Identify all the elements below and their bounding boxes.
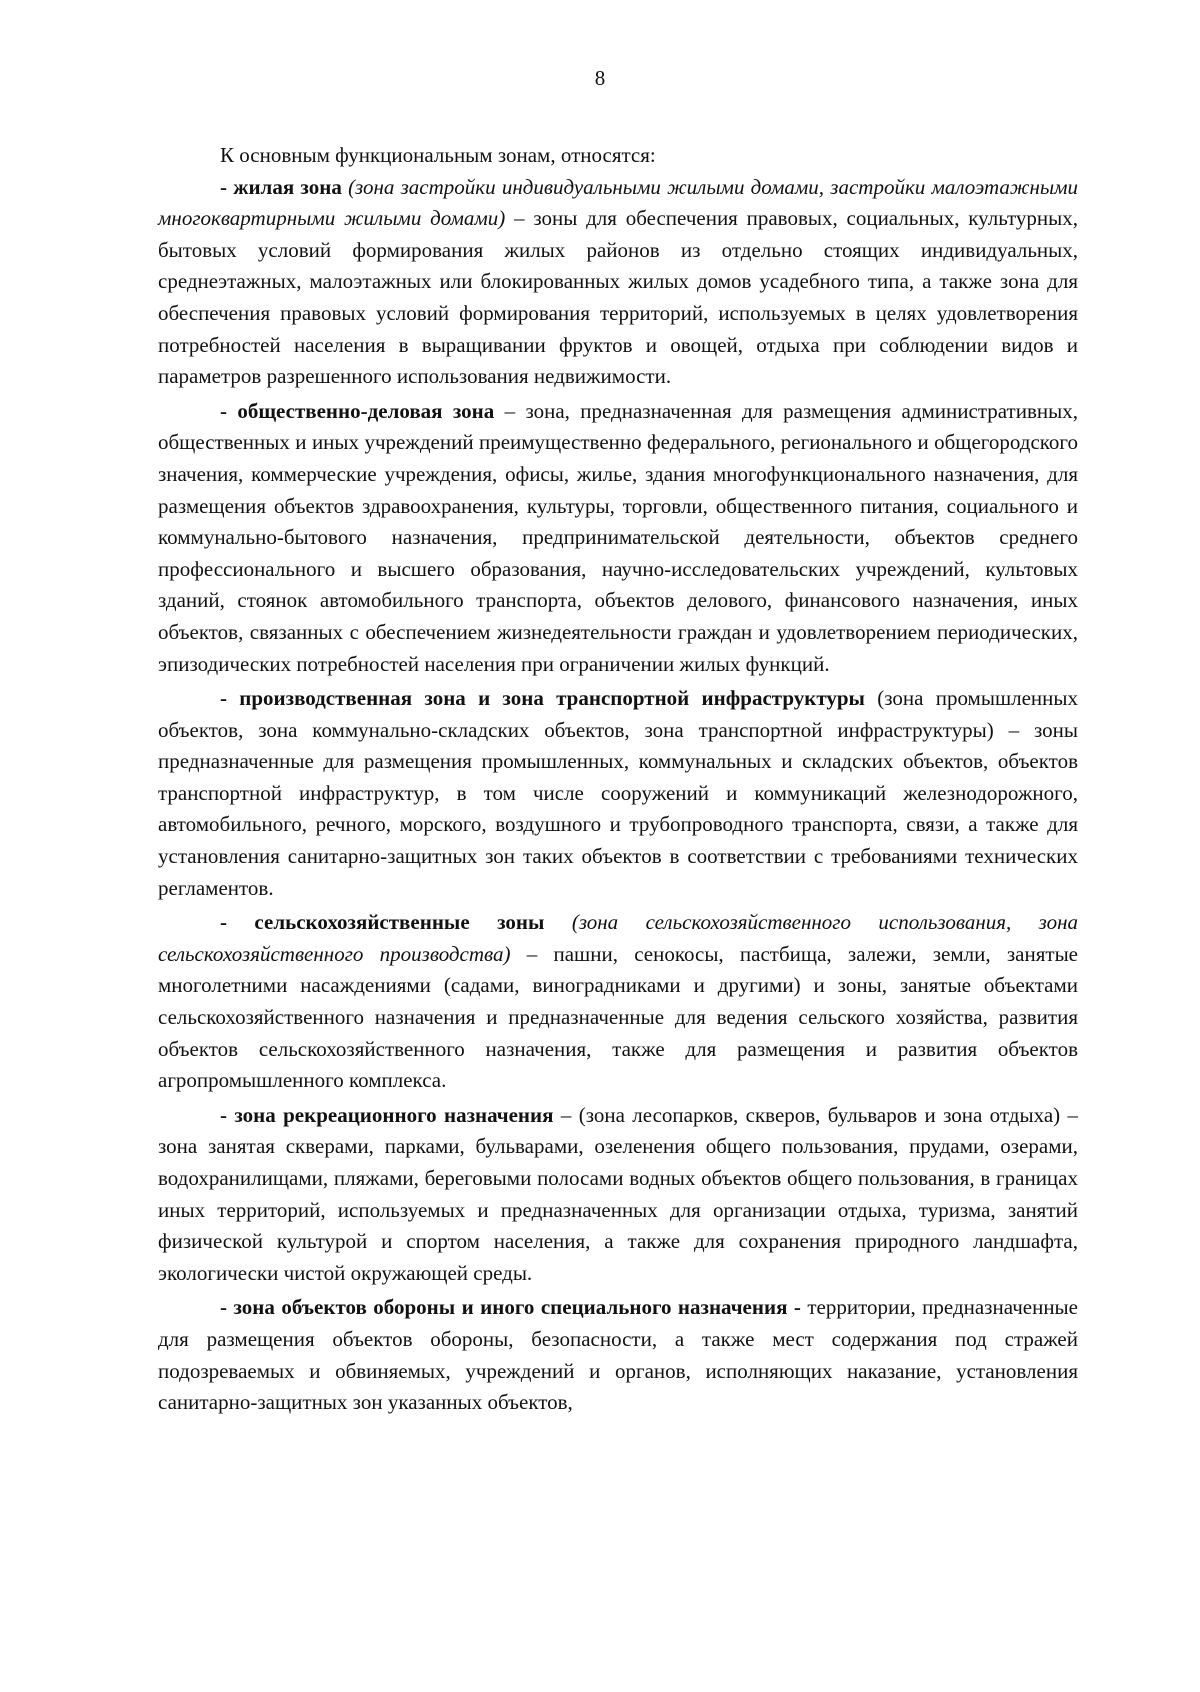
zone-recreational-paragraph bbox=[158, 1100, 1078, 1290]
zone-residential-description: – зоны для обеспечения правовых, социальных, культурных, бытовых условий формирования жилых районов из отдельно стоящих индивидуальных, среднеэтажных, малоэтажных или блокированных жилых домов усадебного типа, а также зона для обеспечения правовых условий формирования территорий, используемых в целях удовлетворения потребностей населения в выращивании фруктов и овощей, отдыха при соблюдении видов и параметров разрешенного использования недвижимости. bbox=[158, 206, 1078, 389]
zone-agricultural-title: - сельскохозяйственные зоны bbox=[220, 910, 545, 935]
page-number: 8 bbox=[594, 66, 606, 90]
zone-public-business-paragraph bbox=[158, 396, 1078, 680]
zone-defense-description: территории, предназначенные для размещения объектов обороны, безопасности, а также мест содержания под стражей подозреваемых и обвиняемых, учреждений и органов, исполняющих наказание, установления санитарно-защитных зон указанных объектов, bbox=[158, 1295, 1078, 1415]
zone-industrial-title: - производственная зона и зона транспортной инфраструктуры bbox=[220, 686, 865, 711]
zone-industrial-description: (зона промышленных объектов, зона коммунально-складских объектов, зона транспортной инфраструктуры) – зоны предназначенные для размещения промышленных, коммунальных и складских объектов, объектов транспортной инфраструктур, в том числе сооружений и коммуникаций железнодорожного, автомобильного, речного, морского, воздушного и трубопроводного транспорта, связи, а также для установления санитарно-защитных зон таких объектов в соответствии с требованиями технических регламентов. bbox=[158, 686, 1078, 900]
zone-residential-paragraph bbox=[158, 172, 1078, 393]
zone-public-business-description: – зона, предназначенная для размещения административных, общественных и иных учреждений преимущественно федерального, регионального и общегородского значения, коммерческие учреждения, офисы, жилье, здания многофункционального назначения, для размещения объектов здравоохранения, культуры, торговли, общественного питания, социального и коммунально-бытового назначения, предпринимательской деятельности, объектов среднего профессионального и высшего образования, научно-исследовательских учреждений, культовых зданий, стоянок автомобильного транспорта, объектов делового, финансового назначения, иных объектов, связанных с обеспечением жизнедеятельности граждан и удовлетворением периодических, эпизодических потребностей населения при ограничении жилых функций. bbox=[158, 398, 1078, 676]
zone-public-business-title: - общественно-деловая зона bbox=[220, 398, 495, 423]
zone-recreational-description: – (зона лесопарков, скверов, бульваров и зона отдыха) – зона занятая скверами, парками, бульварами, озеленения общего пользования, прудами, озерами, водохранилищами, пляжами, береговыми полосами водных объектов общего пользования, в границах иных территорий, используемых и предназначенных для организации отдыха, туризма, занятий физической культурой и спортом населения, а также для сохранения природного ландшафта, экологически чистой окружающей среды. bbox=[158, 1102, 1078, 1285]
intro-text: К основным функциональным зонам, относятся: bbox=[220, 143, 656, 167]
zone-industrial-paragraph bbox=[158, 683, 1078, 904]
zone-recreational-title: - зона рекреационного назначения bbox=[220, 1102, 554, 1127]
zone-agricultural-space bbox=[544, 910, 571, 934]
intro-paragraph bbox=[158, 140, 1078, 172]
zone-defense-paragraph bbox=[158, 1292, 1078, 1418]
zone-residential-title: - жилая зона bbox=[220, 174, 342, 199]
zone-agricultural-subtypes: (зона сельскохозяйственного использования, зона сельскохозяйственного производства) bbox=[158, 910, 1079, 966]
document-body bbox=[158, 140, 1078, 1419]
zone-agricultural-paragraph bbox=[158, 907, 1078, 1097]
zone-defense-title: - зона объектов обороны и иного специального назначения - bbox=[220, 1295, 801, 1320]
zone-agricultural-description: – пашни, сенокосы, пастбища, залежи, земли, занятые многолетними насаждениями (садами, виноградниками и другими) и зоны, занятые объектами сельскохозяйственного назначения и предназначенные для ведения сельского хозяйства, развития объектов сельскохозяйственного назначения, также для размещения и развития объектов агропромышленного комплекса. bbox=[158, 941, 1078, 1093]
zone-residential-subtypes: (зона застройки индивидуальными жилыми домами, застройки малоэтажными многоквартирными жилыми домами) bbox=[158, 174, 1079, 231]
